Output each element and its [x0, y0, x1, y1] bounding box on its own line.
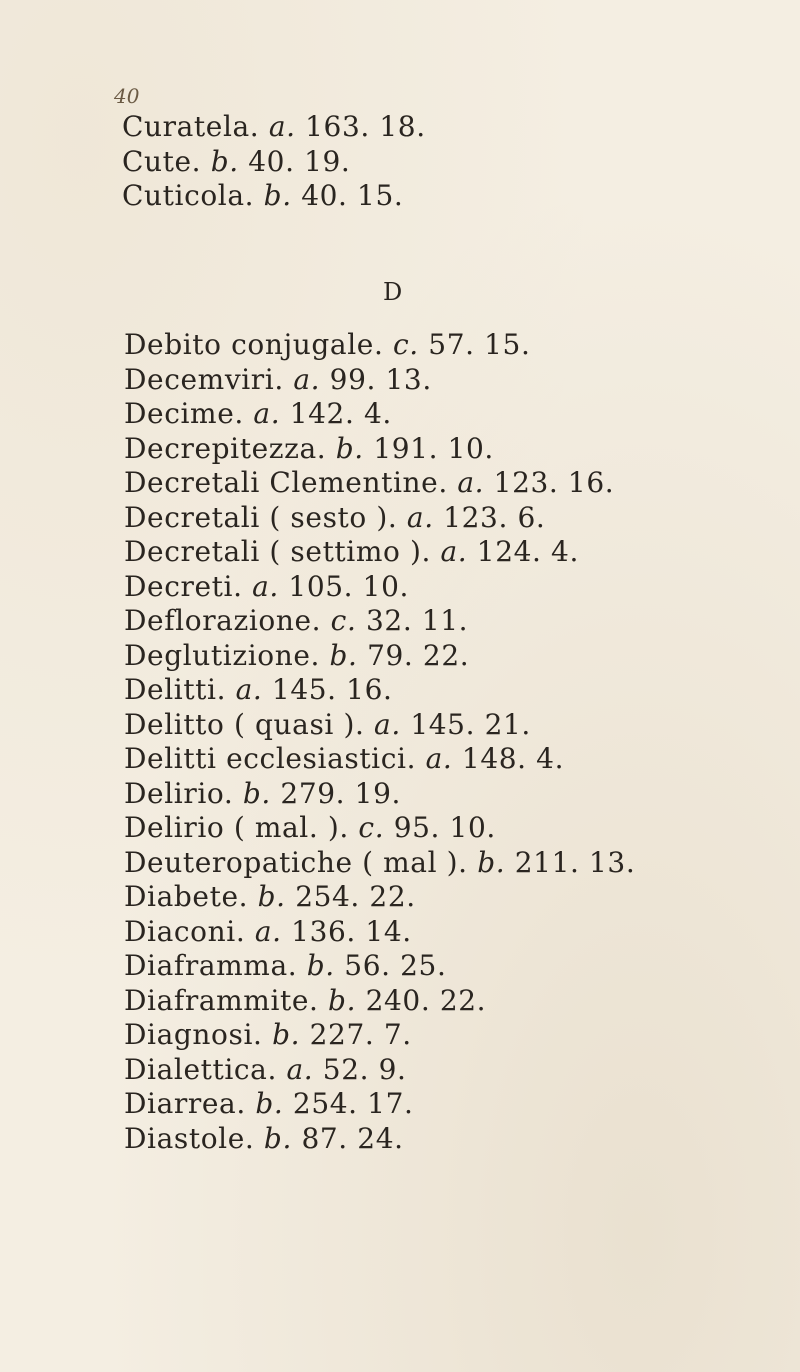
index-entry	[124, 1087, 794, 1122]
index-entry	[124, 811, 794, 846]
entry-reference: 163. 18.	[305, 110, 426, 143]
entry-reference: 105. 10.	[288, 569, 409, 603]
entry-reference: 79. 22.	[367, 638, 470, 672]
entry-volume: b.	[242, 776, 271, 810]
index-entry	[124, 673, 794, 708]
page-number: 40	[114, 84, 140, 108]
index-entry	[124, 1053, 794, 1088]
entry-reference: 123. 6.	[443, 500, 546, 534]
entry-term: Delitti.	[124, 673, 227, 706]
entry-reference: 211. 13.	[514, 845, 636, 879]
index-entry	[124, 846, 794, 881]
index-entries-d	[124, 328, 794, 1156]
entry-volume: a.	[254, 914, 282, 948]
entry-reference: 254. 17.	[292, 1087, 414, 1120]
index-entry	[124, 363, 794, 398]
index-entry	[124, 1018, 794, 1053]
index-entry	[124, 915, 794, 950]
entry-volume: b.	[263, 179, 292, 212]
entry-reference: 279. 19.	[280, 776, 401, 810]
index-entry	[124, 604, 794, 639]
entry-reference: 124. 4.	[476, 535, 579, 568]
section-letter: D	[383, 278, 403, 306]
index-entry	[124, 432, 794, 467]
entry-reference: 40. 15.	[301, 179, 404, 212]
entry-term: Delitti ecclesiastici.	[124, 742, 417, 775]
entry-volume: b.	[255, 1087, 284, 1120]
entry-term: Diastole.	[124, 1121, 255, 1155]
entry-reference: 145. 21.	[410, 707, 531, 741]
index-entry	[124, 570, 794, 605]
entry-reference: 32. 11.	[365, 604, 469, 637]
entry-term: Deuteropatiche ( mal ).	[124, 845, 468, 879]
entry-reference: 136. 14.	[291, 914, 412, 948]
index-entry	[124, 501, 794, 536]
entry-volume: c.	[358, 811, 385, 844]
entry-reference: 56. 25.	[344, 949, 447, 982]
entry-volume: a.	[293, 362, 321, 396]
entry-volume: a.	[374, 707, 401, 741]
entry-volume: b.	[329, 638, 358, 672]
entry-reference: 254. 22.	[295, 880, 416, 913]
entry-volume: a.	[252, 569, 279, 603]
entry-reference: 240. 22.	[365, 983, 487, 1017]
index-entry	[122, 179, 782, 214]
entry-volume: c.	[392, 328, 419, 361]
entry-volume: a.	[253, 397, 281, 430]
index-entry	[124, 328, 794, 363]
index-entry	[124, 466, 794, 501]
index-entry	[124, 880, 794, 915]
entry-reference: 227. 7.	[309, 1018, 412, 1051]
entry-term: Delirio ( mal. ).	[124, 811, 349, 844]
entry-term: Diaconi.	[124, 914, 246, 948]
index-entry	[122, 110, 782, 145]
entry-term: Cute.	[122, 144, 202, 178]
entry-reference: 191. 10.	[373, 431, 494, 465]
entry-term: Diaframma.	[124, 949, 298, 982]
index-entry	[124, 777, 794, 812]
index-entry	[124, 708, 794, 743]
entry-reference: 95. 10.	[393, 811, 496, 844]
entry-term: Decrepitezza.	[124, 431, 327, 465]
entry-volume: b.	[272, 1018, 301, 1051]
entry-term: Curatela.	[122, 110, 260, 143]
entry-volume: a.	[457, 466, 485, 499]
entry-term: Delitto ( quasi ).	[124, 707, 365, 741]
entry-reference: 40. 19.	[248, 144, 351, 178]
entry-volume: a.	[286, 1052, 314, 1086]
entry-term: Diabete.	[124, 880, 249, 913]
entry-term: Diagnosi.	[124, 1018, 263, 1051]
index-entry	[124, 949, 794, 984]
entry-reference: 57. 15.	[428, 328, 531, 361]
entry-term: Delirio.	[124, 776, 234, 810]
index-entry	[124, 397, 794, 432]
entry-volume: a.	[425, 742, 453, 775]
entry-term: Decreti.	[124, 569, 243, 603]
entry-reference: 145. 16.	[271, 673, 393, 706]
entry-volume: b.	[210, 144, 239, 178]
entry-reference: 148. 4.	[461, 742, 565, 775]
entry-volume: b.	[328, 983, 357, 1017]
entry-volume: a.	[440, 535, 468, 568]
index-entry	[124, 742, 794, 777]
index-entry	[124, 984, 794, 1019]
entry-volume: c.	[330, 604, 357, 637]
entry-volume: a.	[406, 500, 434, 534]
entry-reference: 142. 4.	[289, 397, 392, 430]
index-entries-top	[122, 110, 782, 214]
entry-term: Diarrea.	[124, 1087, 246, 1120]
entry-volume: a.	[268, 110, 296, 143]
entry-term: Deglutizione.	[124, 638, 321, 672]
index-entry	[124, 639, 794, 674]
entry-reference: 52. 9.	[322, 1052, 407, 1086]
entry-term: Decretali ( settimo ).	[124, 535, 431, 568]
entry-volume: b.	[257, 880, 286, 913]
entry-volume: b.	[306, 949, 335, 982]
entry-term: Decretali ( sesto ).	[124, 500, 398, 534]
entry-term: Decemviri.	[124, 362, 284, 396]
entry-reference: 99. 13.	[329, 362, 432, 396]
entry-volume: b.	[263, 1121, 292, 1155]
entry-term: Deflorazione.	[124, 604, 322, 637]
entry-volume: a.	[235, 673, 263, 706]
entry-term: Cuticola.	[122, 179, 255, 212]
entry-volume: b.	[335, 431, 364, 465]
entry-term: Decime.	[124, 397, 244, 430]
entry-term: Debito conjugale.	[124, 328, 384, 361]
index-entry	[124, 535, 794, 570]
index-entry	[122, 145, 782, 180]
index-entry	[124, 1122, 794, 1157]
entry-volume: b.	[477, 845, 506, 879]
entry-term: Diaframmite.	[124, 983, 319, 1017]
entry-term: Decretali Clementine.	[124, 466, 448, 499]
entry-term: Dialettica.	[124, 1052, 277, 1086]
entry-reference: 87. 24.	[301, 1121, 404, 1155]
entry-reference: 123. 16.	[493, 466, 615, 499]
